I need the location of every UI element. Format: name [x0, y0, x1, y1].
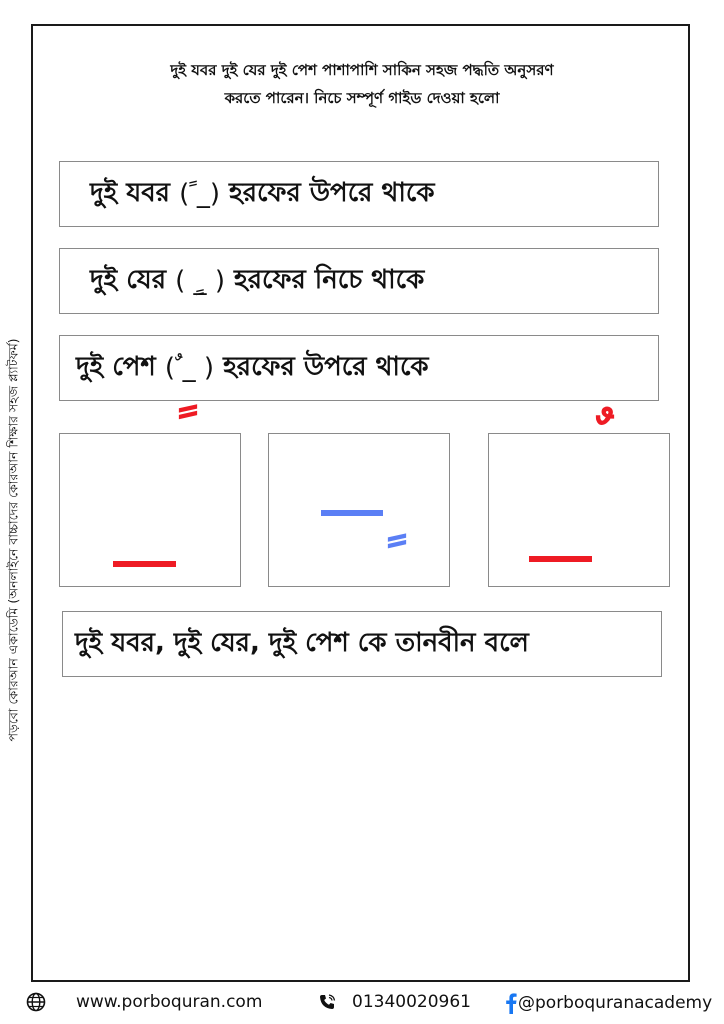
phone-item[interactable] — [318, 992, 471, 1012]
facebook-item[interactable] — [505, 992, 712, 1014]
rule-mark: ( _ٍ ) — [175, 266, 225, 296]
side-caption: পড়বো কোরআন একাডেমি (অনলাইনে বাচ্চাদের কোরআন শিক্ষার সহজ প্ল্যাটফর্ম) — [6, 338, 21, 742]
panel-kasratan — [268, 433, 450, 587]
website-item[interactable] — [26, 992, 262, 1012]
panel-fathatan — [59, 433, 241, 587]
intro-text — [60, 56, 664, 112]
letter-bar — [113, 561, 176, 567]
rule-mark: ( ٌ_ ) — [164, 353, 215, 383]
panel-dammatan — [488, 433, 670, 587]
phone-icon — [318, 993, 336, 1011]
facebook-handle[interactable]: @porboquranacademy — [518, 993, 713, 1013]
letter-bar — [529, 556, 592, 562]
globe-icon — [26, 992, 46, 1012]
rule-prefix: দুই যবর — [90, 178, 170, 208]
footer — [0, 988, 724, 1020]
rule-box-dammatan — [59, 335, 659, 401]
rule-box-kasratan — [59, 248, 659, 314]
rule-prefix: দুই যের — [90, 265, 167, 295]
phone-number[interactable]: 01340020961 — [352, 992, 471, 1012]
rule-prefix: দুই পেশ — [76, 352, 156, 382]
intro-line-2: করতে পারেন। নিচে সম্পূর্ণ গাইড দেওয়া হলো — [224, 89, 500, 107]
rule-suffix: হরফের উপরে থাকে — [229, 178, 435, 208]
summary-text: দুই যবর, দুই যের, দুই পেশ কে তানবীন বলে — [75, 628, 529, 658]
rule-suffix: হরফের নিচে থাকে — [234, 265, 425, 295]
rule-mark: ( ً_) — [179, 179, 220, 209]
side-caption-container — [4, 230, 28, 850]
rule-suffix: হরফের উপরে থাকে — [223, 352, 429, 382]
letter-bar — [321, 510, 383, 516]
intro-line-1: দুই যবর দুই যের দুই পেশ পাশাপাশি সাকিন সহজ পদ্ধতি অনুসরণ — [170, 61, 554, 79]
summary-box — [62, 611, 662, 677]
website-link[interactable]: www.porboquran.com — [76, 992, 263, 1012]
rule-box-fathatan — [59, 161, 659, 227]
facebook-icon — [505, 992, 517, 1014]
